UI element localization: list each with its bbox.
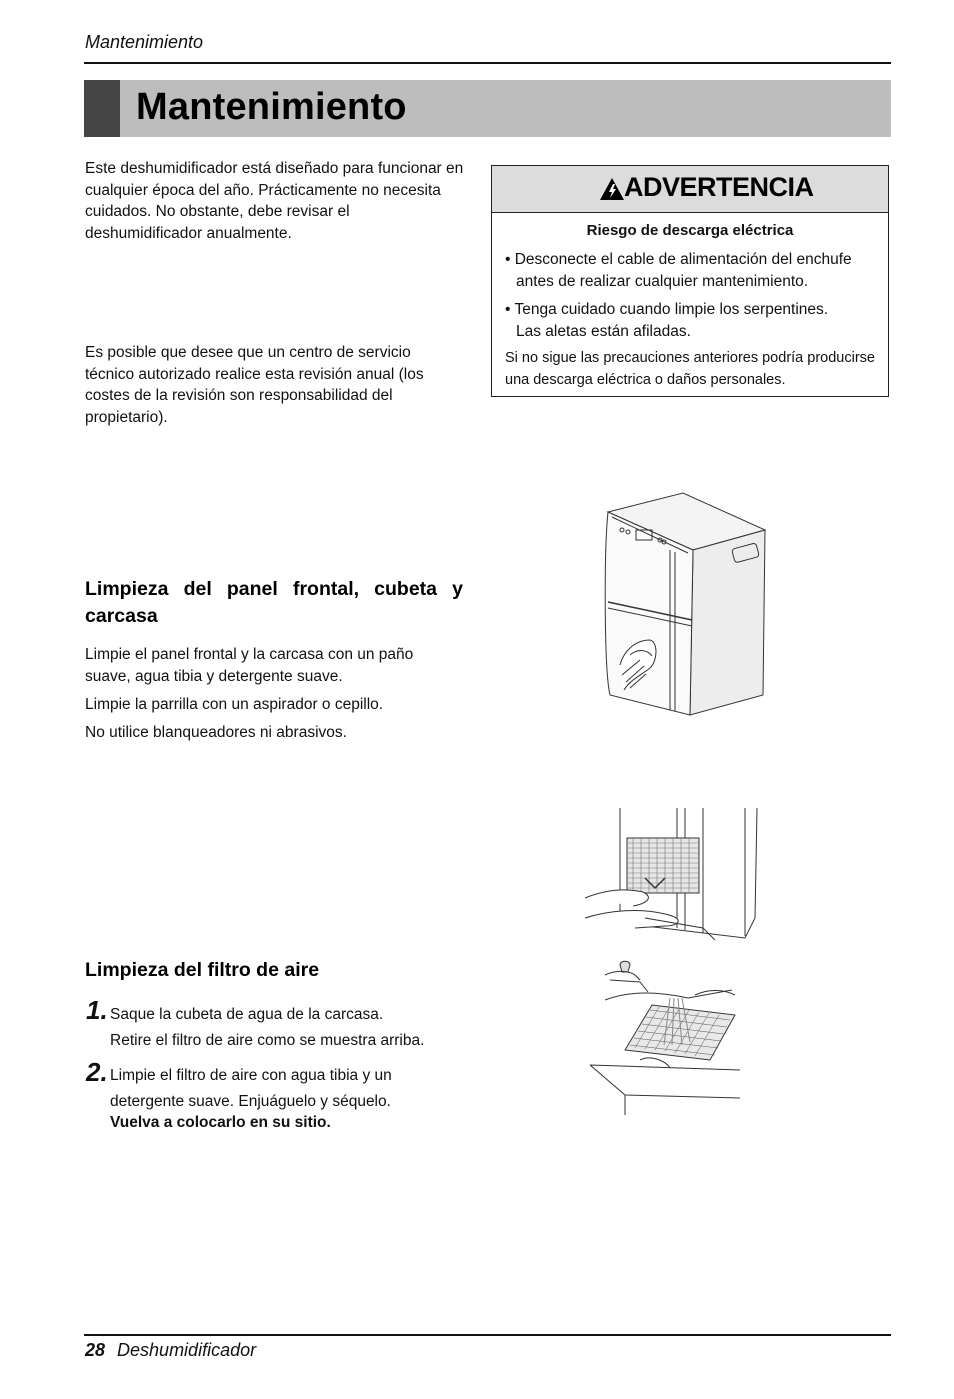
step-2-line-1: Limpie el filtro de aire con agua tibia y un	[110, 1067, 392, 1084]
section-heading-filter-cleaning: Limpieza del filtro de aire	[85, 959, 320, 981]
step-2-line-3: Vuelva a colocarlo en su sitio.	[110, 1114, 331, 1131]
warning-triangle-icon	[599, 177, 625, 201]
page-title: Mantenimiento	[136, 86, 407, 128]
warning-bullet-2-line-2: Las aletas están afiladas.	[516, 322, 691, 340]
warning-box	[491, 165, 889, 397]
step-1-line-2: Retire el filtro de aire como se muestra arriba.	[110, 1032, 425, 1049]
warning-note: Si no sigue las precauciones anteriores podría producirse una descarga eléctrica o daños personales.	[505, 350, 875, 388]
intro-paragraph-1: Este deshumidificador está diseñado para funcionar en cualquier época del año. Prácticamente no necesita cuidados. No obstante, debe revisar el deshumidificador anualmente.	[85, 160, 464, 242]
page-number: 28	[85, 1340, 106, 1360]
step-1-number: 1.	[86, 995, 108, 1025]
filter-removal-illustration	[585, 808, 785, 943]
front-cleaning-paragraph-2: Limpie la parrilla con un aspirador o cepillo.	[85, 696, 384, 713]
warning-header	[492, 166, 888, 213]
header-rule	[84, 62, 891, 64]
step-1-line-1: Saque la cubeta de agua de la carcasa.	[110, 1006, 384, 1023]
warning-bullet-1	[505, 249, 883, 292]
warning-bullet-2-line-1: • Tenga cuidado cuando limpie los serpentines.	[505, 301, 829, 318]
step-2-number: 2.	[86, 1057, 108, 1087]
intro-paragraph-2: Es posible que desee que un centro de servicio técnico autorizado realice esta revisión anual (los costes de la revisión son responsabilidad del propietario).	[85, 344, 424, 426]
step-2-line-2: detergente suave. Enjuáguelo y séquelo.	[110, 1093, 391, 1110]
section-heading-front-cleaning: Limpieza del panel frontal, cubeta y carcasa	[85, 578, 463, 627]
footer-label: Deshumidificador	[117, 1340, 257, 1360]
warning-title: ADVERTENCIA	[624, 172, 814, 202]
warning-bullet-2	[505, 299, 883, 342]
footer	[85, 1340, 256, 1361]
title-marker	[84, 80, 120, 137]
warning-subtitle: Riesgo de descarga eléctrica	[586, 222, 794, 239]
running-header: Mantenimiento	[85, 32, 204, 52]
filter-washing-illustration	[590, 960, 740, 1115]
front-cleaning-paragraph-3: No utilice blanqueadores ni abrasivos.	[85, 724, 347, 741]
dehumidifier-wiping-illustration	[600, 490, 775, 720]
title-bar	[84, 80, 891, 137]
front-cleaning-paragraph-1: Limpie el panel frontal y la carcasa con un paño suave, agua tibia y detergente suave.	[85, 646, 414, 685]
footer-rule	[84, 1334, 891, 1336]
warning-bullet-1-line-1: • Desconecte el cable de alimentación del enchufe	[505, 251, 852, 268]
warning-bullet-1-line-2: antes de realizar cualquier mantenimiento.	[516, 272, 809, 290]
